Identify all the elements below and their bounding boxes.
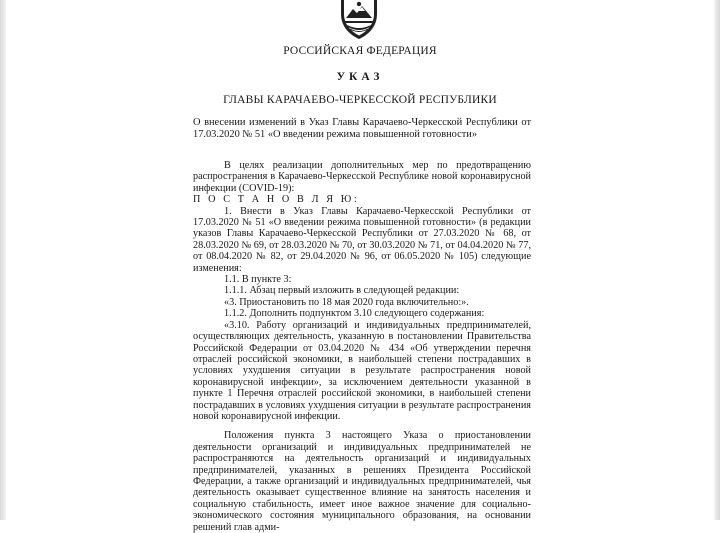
document-body xyxy=(193,160,531,533)
preamble-paragraph: В целях реализации дополнительных мер по предотвращению распространения в Карачаево-Черкесской Республике новой коронавирусной инфекции (COVID-19): xyxy=(193,160,531,194)
item-3-10: «3.10. Работу организаций и индивидуальных предпринимателей, осуществляющих деятельность, указанную в постановлении Правительства Российской Федерации от 03.04.2020 № 434 «Об утверждении перечня отраслей российской экономики, в наибольшей степени пострадавших в условиях ухудшения ситуации в результате распространения новой коронавирусной инфекции», за исключением деятельности указанной в пункте 1 Перечня отраслей российской экономики, в наибольшей степени пострадавших в условиях ухудшения ситуации в результате распространения новой коронавирусной инфекции. xyxy=(193,319,531,422)
paragraph-last: Положения пункта 3 настоящего Указа о приостановлении деятельности организаций и индивидуальных предпринимателей не распространяются на деятельность организаций и индивидуальных предпринимателей, указанных в решениях Президента Российской Федерации, а также организаций и индивидуальных предпринимателей, чья деятельность оказывает существенное влияние на занятость населения и социальную стабильность, имеет иное важное значение для социально-экономического состояния муниципального образования, на основании решений глав адми- xyxy=(193,430,531,533)
item-1-1-1: 1.1.1. Абзац первый изложить в следующей редакции: xyxy=(224,285,460,297)
item-1-1-2: 1.1.2. Дополнить подпунктом 3.10 следующего содержания: xyxy=(224,308,485,320)
item-1-1: 1.1. В пункте 3: xyxy=(224,274,292,286)
document-type-title: УКАЗ xyxy=(336,71,384,83)
issuer-title: ГЛАВЫ КАРАЧАЕВО-ЧЕРКЕССКОЙ РЕСПУБЛИКИ xyxy=(223,94,497,106)
item-1-1-1-text: «3. Приостановить по 18 мая 2020 года включительно:». xyxy=(224,296,469,308)
document-subject: О внесении изменений в Указ Главы Карачаево-Черкесской Республики от 17.03.2020 № 51 «О введении режима повышенной готовности» xyxy=(193,117,531,140)
coat-of-arms-icon xyxy=(338,0,380,40)
item-1: 1. Внести в Указ Главы Карачаево-Черкесской Республики от 17.03.2020 № 51 «О введении режима повышенной готовности» (в редакции указов Главы Карачаево-Черкесской Республики от 27.03.2020 № 68, от 28.03.2020 № 69, от 28.03.2020 № 70, от 30.03.2020 № 71, от 04.04.2020 № 77, от 08.04.2020 № 82, от 29.04.2020 № 96, от 06.05.2020 № 105) следующие изменения: xyxy=(193,205,531,274)
country-title: РОССИЙСКАЯ ФЕДЕРАЦИЯ xyxy=(283,45,437,57)
decree-word: П О С Т А Н О В Л Я Ю: xyxy=(193,194,360,206)
